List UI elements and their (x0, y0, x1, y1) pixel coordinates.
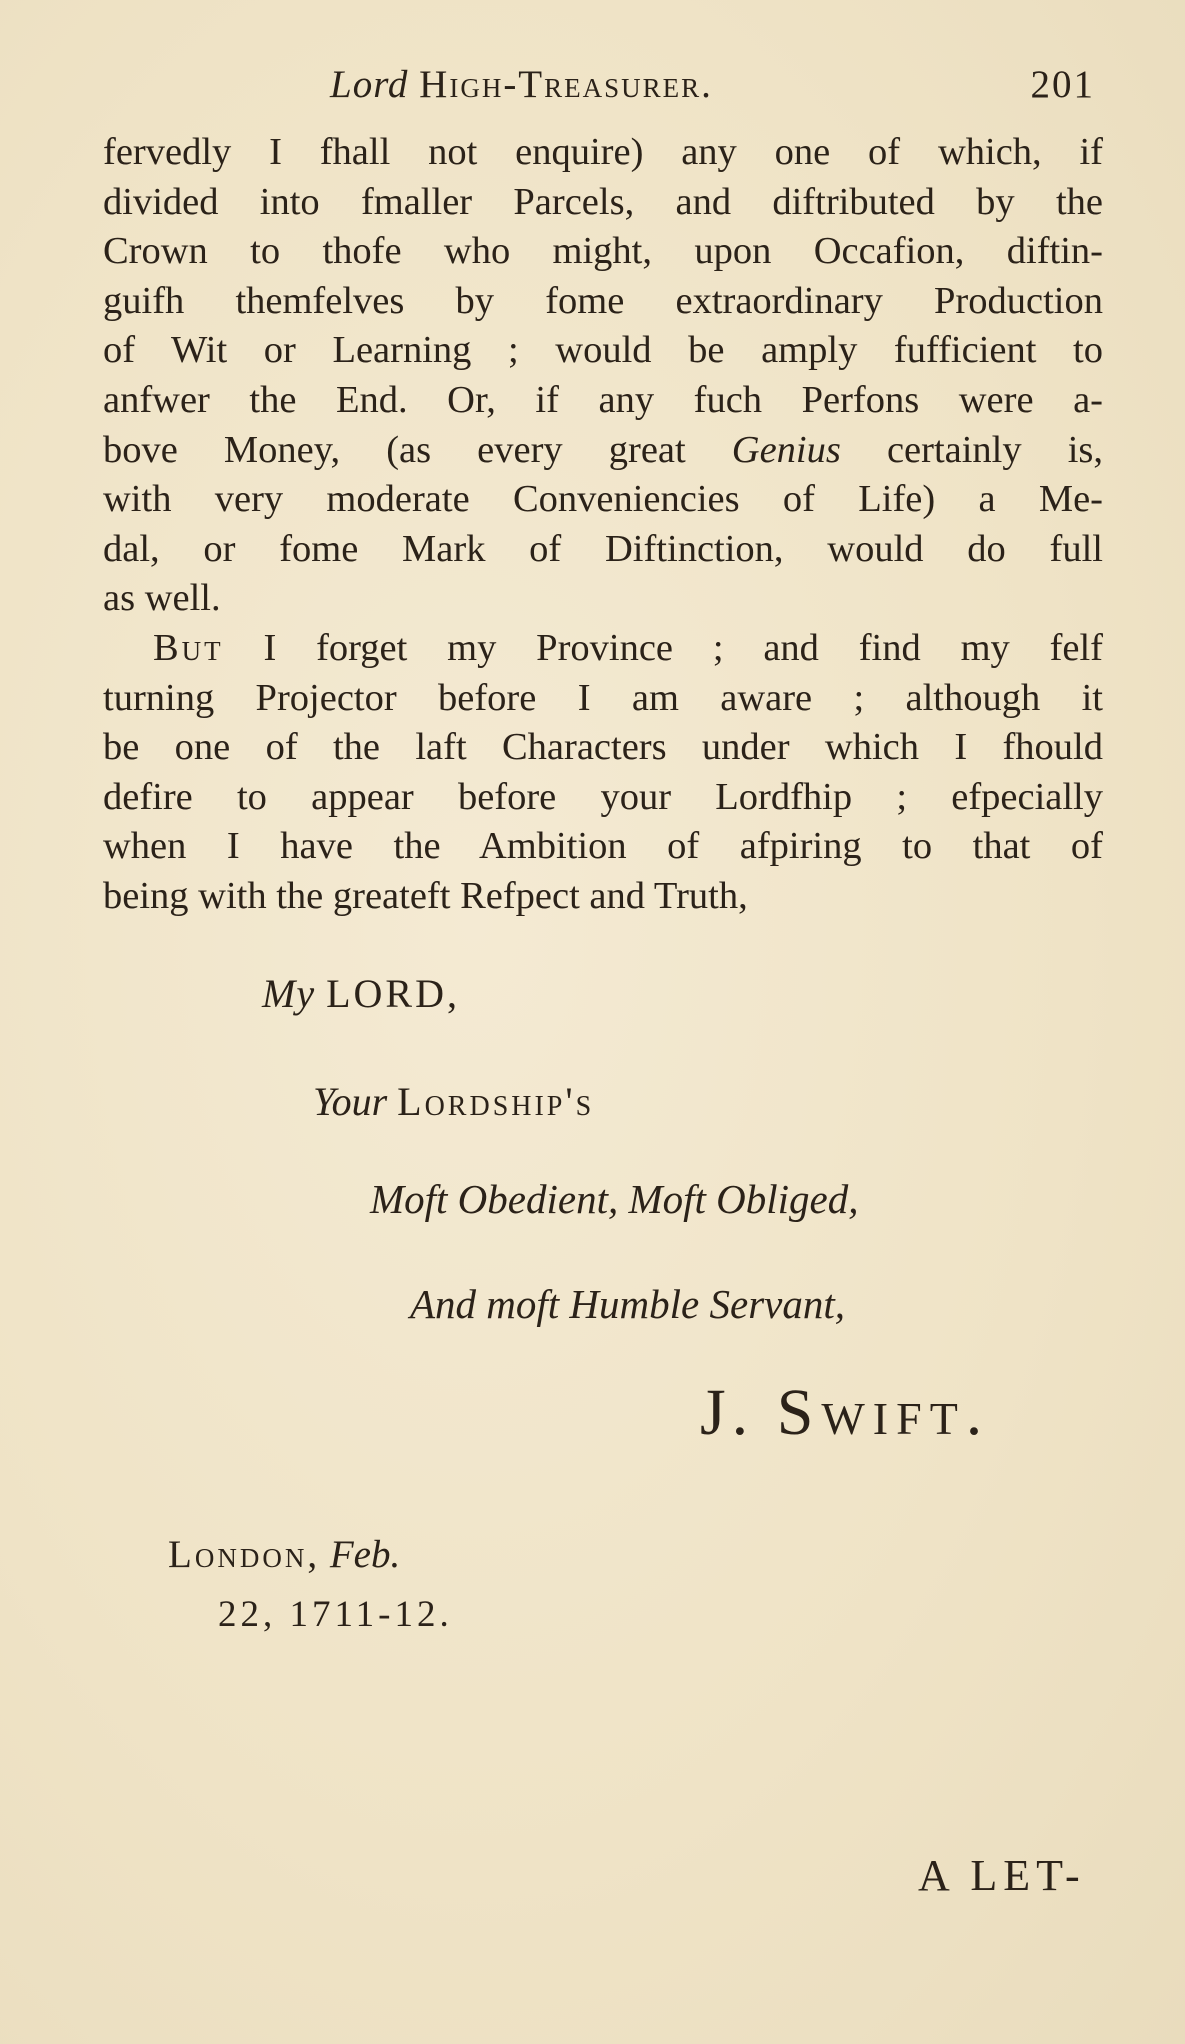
text-line: dal, or fome Mark of Diftinction, would do full (103, 527, 1103, 570)
text-line: when I have the Ambition of afpiring to that of (103, 825, 1103, 868)
text-line: divided into fmaller Parcels, and diftributed by the (103, 180, 1103, 223)
text-span: bove Money, (as every great (103, 428, 686, 471)
text-line: fervedly I fhall not enquire) any one of which, if (103, 131, 1103, 173)
text-line (103, 624, 1103, 674)
closing-your-lordship (313, 1078, 594, 1125)
text-line: with very moderate Conveniencies of Life) a Me- (103, 478, 1103, 521)
text-line: be one of the laft Characters under which I fhould (103, 726, 1103, 769)
text-line: anfwer the End. Or, if any fuch Perfons were a- (103, 378, 1103, 421)
dateline-month: Feb. (329, 1533, 401, 1576)
paragraph-first-word: But (153, 626, 224, 669)
closing-humble: And moft Humble Servant, (410, 1281, 845, 1327)
page-number: 201 (1030, 63, 1095, 106)
salutation-my: My (262, 971, 316, 1016)
body-text (103, 128, 1103, 922)
closing-obedient: Moft Obedient, Moft Obliged, (370, 1176, 859, 1222)
catchword: A LET- (918, 1851, 1086, 1900)
salutation (262, 970, 460, 1017)
text-line: guifh themfelves by fome extraordinary Production (103, 279, 1103, 322)
text-line: Crown to thofe who might, upon Occafion, diftin- (103, 230, 1103, 273)
signature-initial: J. (700, 1376, 755, 1449)
signature (700, 1375, 990, 1451)
text-line: being with the greateft Refpect and Truth, (103, 874, 748, 917)
dateline-place (168, 1532, 400, 1577)
dateline-city: London, (168, 1533, 321, 1576)
text-line: defire to appear before your Lordfhip ; efpecially (103, 775, 1103, 818)
text-line: of Wit or Learning ; would be amply fufficient to (103, 329, 1103, 372)
running-title-caps: High-Treasurer. (419, 63, 713, 106)
text-line: turning Projector before I am aware ; although it (103, 676, 1103, 719)
closing-your: Your (313, 1079, 388, 1124)
signature-name: Swift. (776, 1376, 991, 1449)
running-header (330, 62, 1095, 112)
salutation-lord: LORD, (326, 971, 460, 1016)
running-title-italic: Lord (330, 63, 409, 106)
running-title (330, 62, 713, 107)
italic-word-genius: Genius (731, 428, 841, 471)
closing-lordship: Lordship's (397, 1079, 595, 1124)
text-line: as well. (103, 577, 221, 620)
dateline-date: 22, 1711-12. (218, 1594, 453, 1635)
text-span: I forget my Province ; and find my felf (263, 626, 1103, 669)
text-span: certainly is, (886, 428, 1104, 471)
text-line (103, 426, 1103, 476)
